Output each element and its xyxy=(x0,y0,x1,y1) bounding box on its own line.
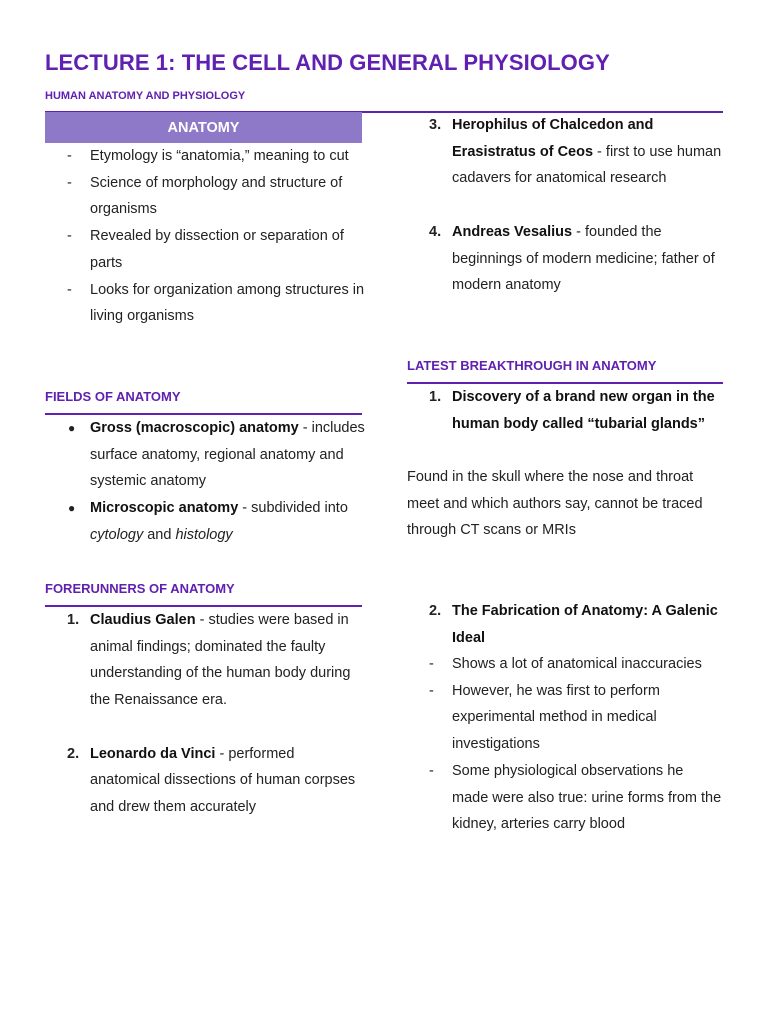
list-item: - Etymology is “anatomia,” meaning to cut xyxy=(45,143,365,170)
fields-list xyxy=(45,415,365,549)
breakthrough-item-1 xyxy=(407,384,727,437)
list-item: - Looks for organization among structures in living organisms xyxy=(45,277,365,330)
list-item: 3. Herophilus of Chalcedon and Erasistratus of Ceos - first to use human cadavers for anatomical research xyxy=(429,117,722,187)
forerunners-heading: FORERUNNERS OF ANATOMY xyxy=(45,581,235,596)
forerunners-list-right xyxy=(407,112,727,299)
dash-mark: - xyxy=(67,174,72,191)
list-item: - However, he was first to perform experimental method in medical investigations xyxy=(407,678,723,758)
dash-mark: - xyxy=(429,682,434,699)
dash-mark: - xyxy=(429,762,434,779)
list-item: 1. Claudius Galen - studies were based in animal findings; dominated the faulty understanding of the human body during the Renaissance era. xyxy=(67,612,351,709)
list-item: - Revealed by dissection or separation of parts xyxy=(45,223,365,276)
anatomy-list xyxy=(45,143,365,330)
breakthrough-item-2-points xyxy=(407,651,723,838)
list-item: - Science of morphology and structure of organisms xyxy=(45,170,365,223)
fields-heading: FIELDS OF ANATOMY xyxy=(45,389,181,404)
list-item: - Shows a lot of anatomical inaccuracies xyxy=(407,651,723,678)
list-item: ● Gross (macroscopic) anatomy - includes surface anatomy, regional anatomy and systemic anatomy xyxy=(45,415,365,495)
bullet-mark: ● xyxy=(68,501,76,516)
list-item: 1. Discovery of a brand new organ in the human body called “tubarial glands” xyxy=(429,389,715,432)
list-item: 2. The Fabrication of Anatomy: A Galenic Ideal xyxy=(429,603,718,646)
breakthrough-item-2 xyxy=(407,598,727,651)
list-item: 4. Andreas Vesalius - founded the beginnings of modern medicine; father of modern anatomy xyxy=(429,223,715,294)
list-item: - Some physiological observations he made were also true: urine forms from the kidney, arteries carry blood xyxy=(407,758,723,838)
bullet-mark: ● xyxy=(68,421,76,435)
anatomy-header: ANATOMY xyxy=(45,112,362,143)
list-item: 2. Leonardo da Vinci - performed anatomical dissections of human corpses and drew them accurately xyxy=(67,745,356,815)
page-subtitle: HUMAN ANATOMY AND PHYSIOLOGY xyxy=(45,90,246,102)
list-item: ● Microscopic anatomy - subdivided into cytology and histology xyxy=(45,495,365,548)
page-title: LECTURE 1: THE CELL AND GENERAL PHYSIOLOGY xyxy=(45,50,610,75)
dash-mark: - xyxy=(67,148,72,164)
breakthrough-item-1-text: Found in the skull where the nose and throat meet and which authors say, cannot be traced through CT scans or MRIs xyxy=(407,469,703,539)
breakthrough-heading: LATEST BREAKTHROUGH IN ANATOMY xyxy=(407,358,657,373)
dash-mark: - xyxy=(67,281,72,298)
forerunners-list-left xyxy=(45,607,365,821)
dash-mark: - xyxy=(429,656,434,672)
dash-mark: - xyxy=(67,228,72,245)
